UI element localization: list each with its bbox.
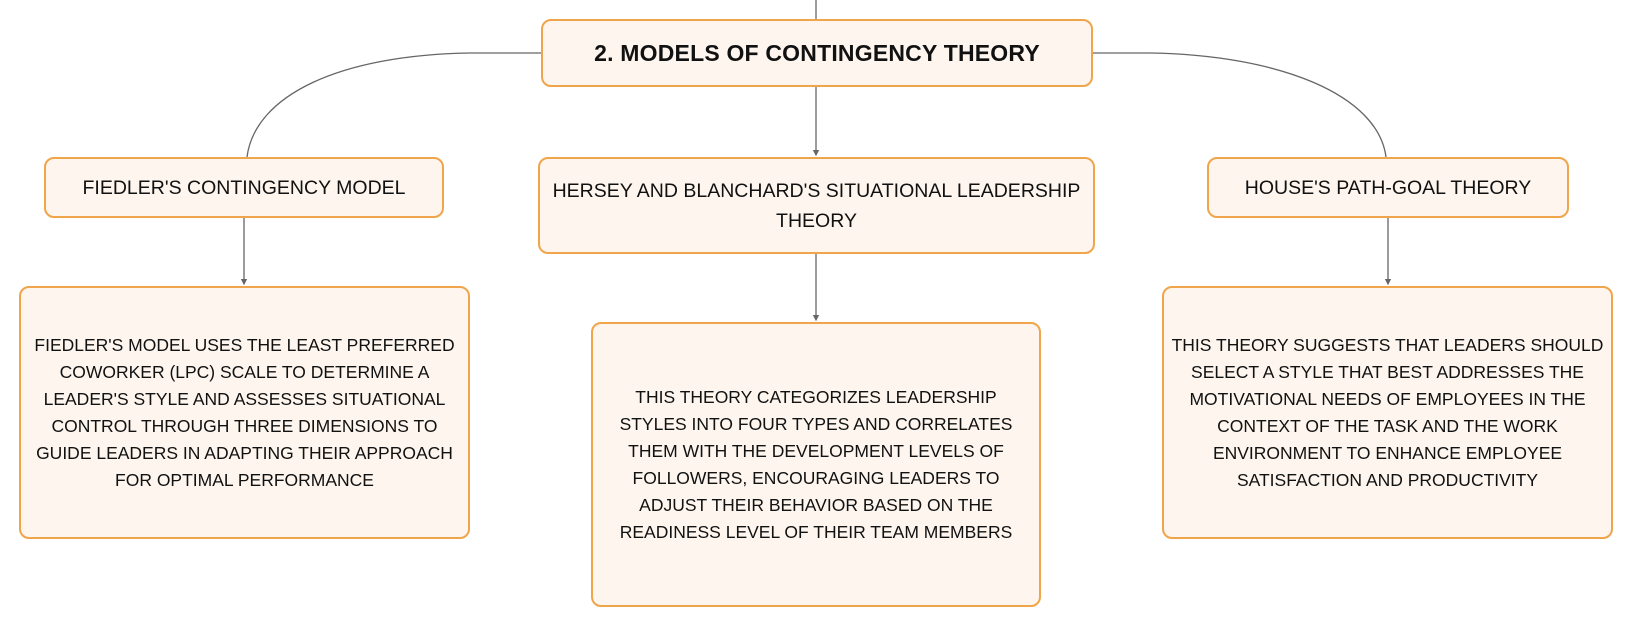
root-node-label: 2. MODELS OF CONTINGENCY THEORY: [594, 39, 1040, 66]
detail-node-hersey-blanchard[interactable]: [591, 322, 1041, 607]
branch-node-fiedler[interactable]: [44, 157, 444, 218]
connector-root-to-house: [1093, 53, 1386, 157]
detail-node-house[interactable]: [1162, 286, 1613, 539]
root-node[interactable]: [541, 19, 1093, 87]
connector-root-to-fiedler: [247, 53, 541, 157]
detail-node-text: THIS THEORY CATEGORIZES LEADERSHIP STYLES INTO FOUR TYPES AND CORRELATES THEM WITH THE DEVELOPMENT LEVELS OF FOLLOWERS, ENCOURAGING LEADERS TO ADJUST THEIR BEHAVIOR BASED ON THE READINESS LEVEL OF THEIR TEAM MEMBERS: [619, 386, 1013, 542]
branch-node-hersey-blanchard[interactable]: [538, 157, 1095, 254]
detail-node-text: THIS THEORY SUGGESTS THAT LEADERS SHOULD SELECT A STYLE THAT BEST ADDRESSES THE MOTIVATIONAL NEEDS OF EMPLOYEES IN THE CONTEXT OF THE TASK AND THE WORK ENVIRONMENT TO ENHANCE EMPLOYEE SATISFACTION AND PRODUCTIVITY: [1171, 334, 1604, 490]
detail-node-fiedler[interactable]: [19, 286, 470, 539]
branch-node-label: HOUSE'S PATH-GOAL THEORY: [1244, 176, 1532, 199]
branch-node-house[interactable]: [1207, 157, 1569, 218]
branch-node-label: HERSEY AND BLANCHARD'S SITUATIONAL LEADERSHIP THEORY: [552, 179, 1081, 232]
detail-node-text: FIEDLER'S MODEL USES THE LEAST PREFERRED COWORKER (LPC) SCALE TO DETERMINE A LEADER'S STYLE AND ASSESSES SITUATIONAL CONTROL THROUGH THREE DIMENSIONS TO GUIDE LEADERS IN ADAPTING THEIR APPROACH FOR OPTIMAL PERFORMANCE: [34, 334, 455, 490]
branch-node-label: FIEDLER'S CONTINGENCY MODEL: [82, 176, 406, 199]
